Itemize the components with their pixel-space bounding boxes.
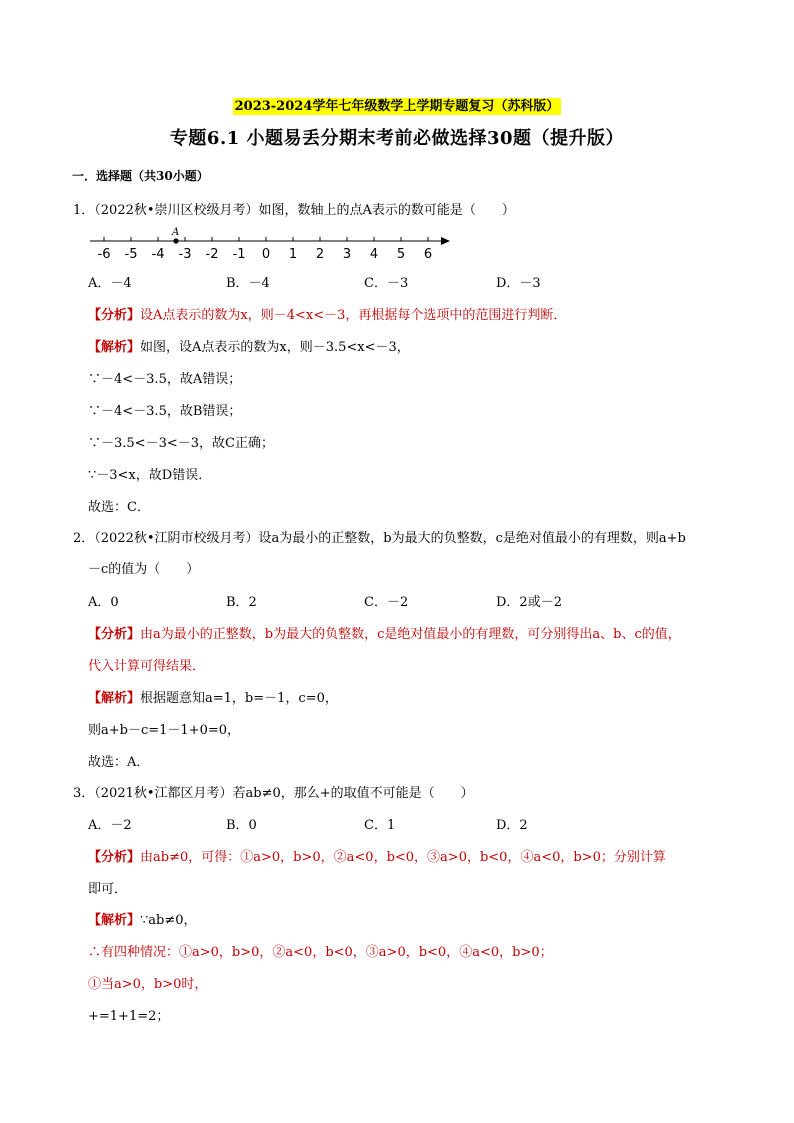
q3-option-a: A．－2 [88,818,132,833]
number-line-tick-label: 0 [261,247,271,262]
number-line-tick-label: -1 [232,247,246,262]
q2-analysis-line-2: 代入计算可得结果． [88,659,206,674]
q1-option-b: B．－4 [226,276,270,291]
q2-option-d: D．2或－2 [496,595,562,610]
q3-solution [88,909,197,928]
q2-stem-line-2: －c的值为（ ） [88,562,200,577]
analysis-tag: 【分析】 [88,627,141,642]
q3-analysis-text: 由ab≠0，可得：①a>0，b>0，②a<0，b<0，③a>0，b<0，④a<0，b>0；分别计算 [140,850,666,865]
number-line-tick-label: 1 [288,247,298,262]
number-line-tick-label: 4 [369,247,379,262]
number-line-tick-label: -2 [205,247,219,262]
q1-option-c: C．－3 [364,276,409,291]
q2-stem-line-1: 2．（2022秋•江阴市校级月考）设a为最小的正整数，b为最大的负整数，c是绝对值最小的有理数，则a+b [73,531,686,546]
q2-option-a: A．0 [88,595,119,610]
page-title: 专题6.1 小题易丢分期末考前必做选择30题（提升版） [169,128,625,149]
number-line-tick-label: 2 [315,247,325,262]
q2-solution-text: 根据题意知a=1，b=－1，c=0， [140,691,338,706]
solution-tag: 【解析】 [88,691,141,706]
number-line-tick-label: 3 [342,247,352,262]
q3-option-b: B．0 [226,818,257,833]
q2-option-b: B．2 [226,595,257,610]
number-line-tick-label: -4 [151,247,165,262]
q1-step-3: ∵－3.5<－3<－3，故C正确； [88,436,274,451]
q3-analysis-line-2: 即可． [88,882,128,897]
q1-solution-text: 如图，设A点表示的数为x，则－3.5<x<－3， [140,340,410,355]
q3-step-3: +=1+1=2； [88,1009,170,1024]
q1-step-2: ∵－4<－3.5，故B错误； [88,404,242,419]
q1-option-a: A．－4 [88,276,132,291]
q1-step-1: ∵－4<－3.5，故A错误； [88,372,242,387]
q2-solution [88,687,338,706]
q2-analysis [88,623,681,642]
number-line-tick-label: 5 [396,247,406,262]
analysis-tag: 【分析】 [88,308,141,323]
q3-option-c: C．1 [364,818,396,833]
number-line-tick-label: -3 [178,247,192,262]
q2-option-c: C．－2 [364,595,409,610]
number-line-tick-label: -6 [97,247,111,262]
q3-step-1: ∴有四种情况：①a>0，b>0，②a<0，b<0，③a>0，b<0，④a<0，b>0； [88,945,553,960]
number-line-arrow [441,237,450,245]
solution-tag: 【解析】 [88,340,141,355]
q1-analysis [88,304,566,323]
q3-step-2: ①当a>0，b>0时， [88,977,208,992]
analysis-tag: 【分析】 [88,850,141,865]
solution-tag: 【解析】 [88,913,141,928]
series-header [0,95,794,114]
point-a-label: A [172,227,180,238]
series-header-text: 2023-2024学年七年级数学上学期专题复习（苏科版） [234,99,560,114]
number-line-tick-label: 6 [423,247,433,262]
section-heading: 一．选择题（共30小题） [72,169,209,183]
q3-stem: 3．（2021秋•江都区月考）若ab≠0，那么+的取值不可能是（ ） [73,786,474,801]
q3-option-d: D．2 [496,818,528,833]
q2-step-1: 则a+b－c=1－1+0=0， [88,723,241,738]
number-line-tick-label: -5 [124,247,138,262]
q1-stem: 1．（2022秋•崇川区校级月考）如图，数轴上的点A表示的数可能是（ ） [73,203,515,218]
q1-analysis-text: 设A点表示的数为x，则－4<x<－3，再根据每个选项中的范围进行判断． [140,308,567,323]
q3-solution-text: ∵ab≠0， [140,913,197,928]
q2-analysis-text: 由a为最小的正整数，b为最大的负整数，c是绝对值最小的有理数，可分别得出a、b、c的值， [140,627,681,642]
point-a-dot [173,238,178,243]
q1-step-4: ∵－3<x，故D错误． [88,468,212,483]
number-line-figure [86,224,456,264]
q1-solution [88,336,410,355]
q2-answer: 故选：A． [88,755,150,770]
q1-option-d: D．－3 [496,276,541,291]
q3-analysis [88,846,666,865]
q1-answer: 故选：C． [88,500,150,515]
